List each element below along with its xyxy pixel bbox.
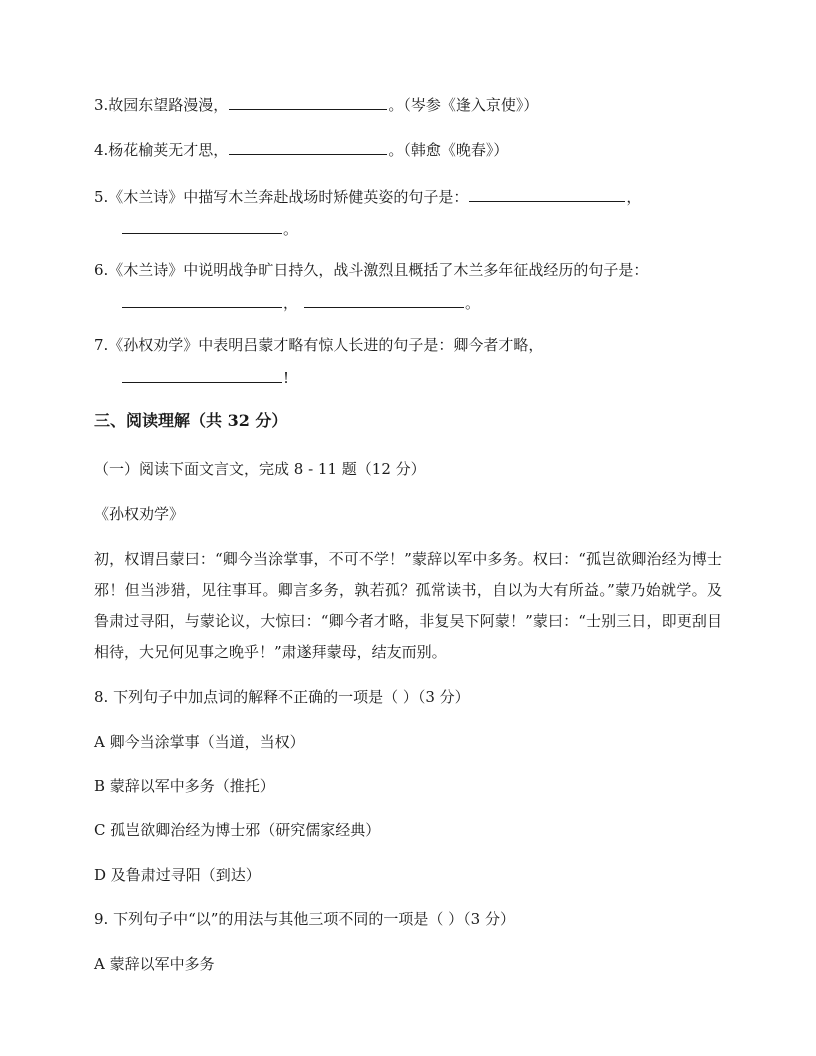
question-3 [94, 93, 756, 116]
question-7 [94, 334, 756, 356]
answer-blank[interactable] [122, 366, 282, 383]
question-8-option-b: B 蒙辞以军中多务（推托） [94, 777, 275, 795]
answer-blank[interactable] [122, 217, 282, 234]
question-4 [94, 138, 756, 161]
section-subheading: （一）阅读下面文言文，完成 8 - 11 题（12 分） [94, 460, 426, 478]
question-5-line2 [121, 217, 756, 240]
question-9-stem: 9. 下列句子中“以”的用法与其他三项不同的一项是（ ）（3 分） [94, 910, 515, 928]
question-3-suffix: 。（岑参《逢入京使》） [388, 96, 539, 114]
question-6-line2-suffix: 。 [465, 294, 481, 312]
question-5-line2-suffix: 。 [283, 220, 299, 238]
question-6 [94, 259, 756, 281]
question-7-prefix: 7.《孙权劝学》中表明吕蒙才略有惊人长进的句子是：卿今者才略， [94, 336, 544, 354]
question-7-line2 [121, 366, 756, 389]
question-5-prefix: 5.《木兰诗》中描写木兰奔赴战场时矫健英姿的句子是： [94, 188, 469, 206]
question-5 [94, 185, 756, 208]
question-8-option-c: C 孤岂欲卿治经为博士邪（研究儒家经典） [94, 821, 381, 839]
answer-blank[interactable] [122, 291, 282, 308]
question-4-prefix: 4.杨花榆荚无才思， [94, 141, 229, 159]
answer-blank[interactable] [469, 185, 625, 202]
question-3-prefix: 3.故园东望路漫漫， [94, 96, 229, 114]
question-5-suffix: ， [626, 188, 642, 206]
question-9-option-a: A 蒙辞以军中多务 [94, 955, 215, 973]
question-8-option-d: D 及鲁肃过寻阳（到达） [94, 866, 261, 884]
question-4-suffix: 。（韩愈《晚春》） [388, 141, 509, 159]
section-heading: 三、阅读理解（共 32 分） [94, 411, 288, 430]
question-8-stem: 8. 下列句子中加点词的解释不正确的一项是（ ）（3 分） [94, 688, 470, 706]
question-8-option-a: A 卿今当涂掌事（当道，当权） [94, 733, 305, 751]
question-7-line2-suffix: ! [283, 369, 290, 387]
answer-blank[interactable] [229, 138, 387, 155]
answer-blank[interactable] [304, 291, 464, 308]
answer-blank[interactable] [229, 93, 387, 110]
question-6-line2 [121, 291, 756, 314]
question-6-line2-mid: ， [283, 294, 299, 312]
passage-title: 《孙权劝学》 [94, 505, 185, 523]
passage-text: 初，权谓吕蒙曰：“卿今当涂掌事，不可不学！”蒙辞以军中多务。权曰：“孤岂欲卿治经为博士邪！但当涉猎，见往事耳。卿言多务，孰若孤？孤常读书，自以为大有所益。”蒙乃始就学。及鲁肃过寻阳，与蒙论议，大惊曰：“卿今者才略，非复吴下阿蒙！”蒙曰：“士别三日，即更刮目相待，大兄何见事之晚乎！”肃遂拜蒙母，结友而别。 [94, 550, 722, 661]
question-6-prefix: 6.《木兰诗》中说明战争旷日持久，战斗激烈且概括了木兰多年征战经历的句子是： [94, 261, 649, 279]
